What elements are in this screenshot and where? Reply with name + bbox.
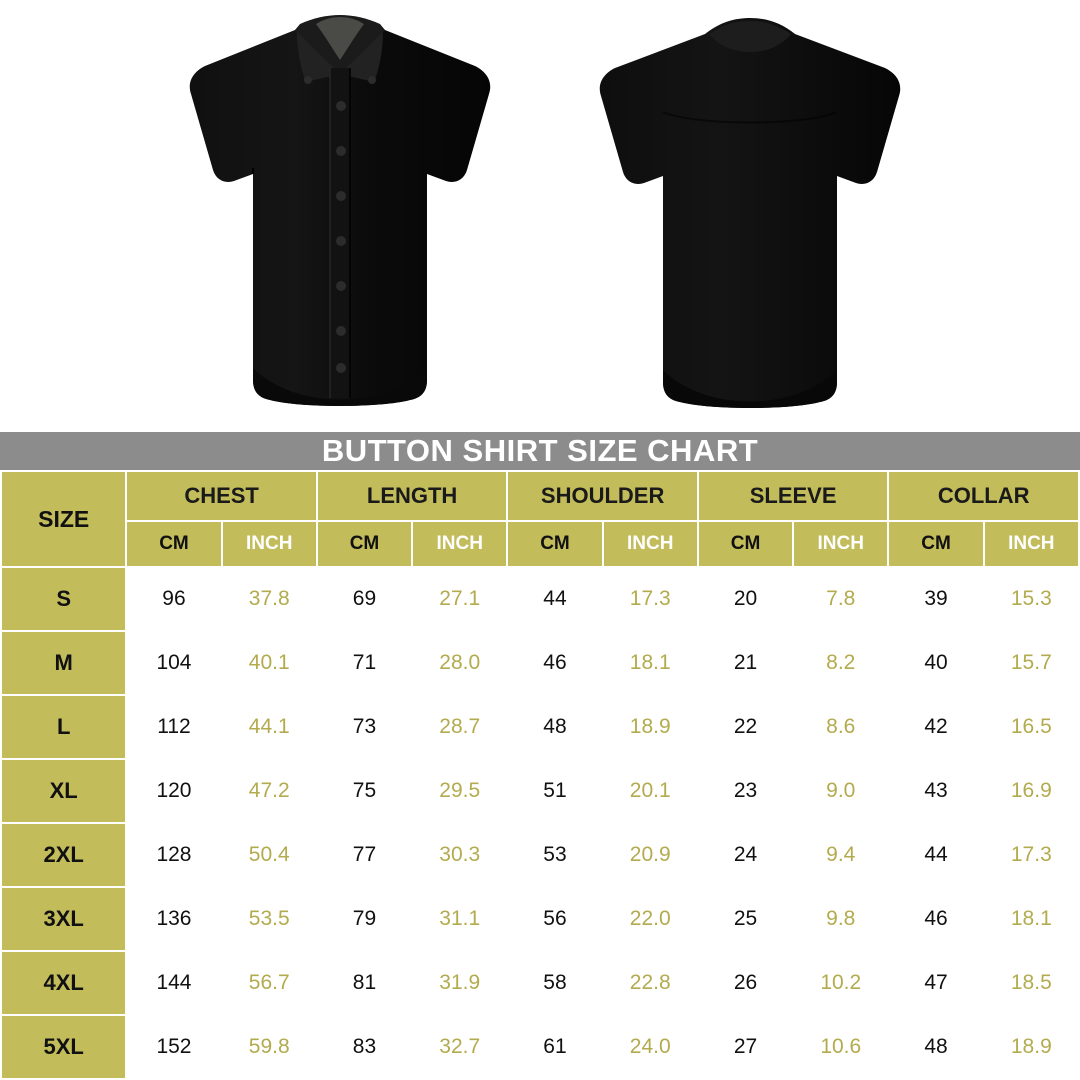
unit-shoulder-cm: CM [507, 521, 602, 567]
table-row [1, 695, 1079, 759]
row-size-label: L [1, 695, 126, 759]
cell-chest-cm: 112 [126, 695, 221, 759]
cell-shoulder-inch: 22.8 [603, 951, 698, 1015]
unit-sleeve-cm: CM [698, 521, 793, 567]
table-header-row-measurements [1, 471, 1079, 521]
unit-length-cm: CM [317, 521, 412, 567]
row-size-label: 5XL [1, 1015, 126, 1079]
header-chest: CHEST [126, 471, 317, 521]
cell-shoulder-cm: 48 [507, 695, 602, 759]
cell-collar-cm: 48 [888, 1015, 983, 1079]
cell-shoulder-inch: 20.9 [603, 823, 698, 887]
cell-sleeve-cm: 22 [698, 695, 793, 759]
unit-chest-cm: CM [126, 521, 221, 567]
cell-collar-inch: 16.5 [984, 695, 1079, 759]
cell-chest-cm: 136 [126, 887, 221, 951]
table-row [1, 823, 1079, 887]
cell-shoulder-cm: 61 [507, 1015, 602, 1079]
cell-shoulder-cm: 53 [507, 823, 602, 887]
cell-sleeve-cm: 25 [698, 887, 793, 951]
size-table-body [1, 567, 1079, 1079]
cell-shoulder-cm: 51 [507, 759, 602, 823]
row-size-label: 4XL [1, 951, 126, 1015]
cell-length-cm: 83 [317, 1015, 412, 1079]
table-row [1, 951, 1079, 1015]
cell-length-inch: 31.9 [412, 951, 507, 1015]
unit-collar-cm: CM [888, 521, 983, 567]
table-row [1, 567, 1079, 631]
cell-chest-cm: 128 [126, 823, 221, 887]
cell-chest-cm: 104 [126, 631, 221, 695]
cell-sleeve-inch: 10.6 [793, 1015, 888, 1079]
cell-collar-cm: 47 [888, 951, 983, 1015]
product-image-area [0, 0, 1080, 432]
cell-collar-cm: 39 [888, 567, 983, 631]
cell-shoulder-cm: 46 [507, 631, 602, 695]
cell-length-inch: 28.7 [412, 695, 507, 759]
cell-shoulder-cm: 58 [507, 951, 602, 1015]
cell-chest-inch: 47.2 [222, 759, 317, 823]
cell-shoulder-inch: 18.9 [603, 695, 698, 759]
chart-title-bar [0, 432, 1080, 470]
cell-sleeve-cm: 27 [698, 1015, 793, 1079]
cell-shoulder-inch: 20.1 [603, 759, 698, 823]
cell-chest-inch: 56.7 [222, 951, 317, 1015]
cell-sleeve-cm: 20 [698, 567, 793, 631]
cell-length-cm: 69 [317, 567, 412, 631]
size-chart-table [0, 470, 1080, 1080]
cell-length-inch: 29.5 [412, 759, 507, 823]
cell-chest-inch: 37.8 [222, 567, 317, 631]
table-row [1, 887, 1079, 951]
cell-length-cm: 71 [317, 631, 412, 695]
cell-shoulder-cm: 44 [507, 567, 602, 631]
cell-sleeve-cm: 23 [698, 759, 793, 823]
header-size: SIZE [1, 471, 126, 567]
table-row [1, 759, 1079, 823]
cell-sleeve-inch: 9.0 [793, 759, 888, 823]
cell-sleeve-inch: 9.8 [793, 887, 888, 951]
cell-shoulder-cm: 56 [507, 887, 602, 951]
cell-collar-cm: 42 [888, 695, 983, 759]
table-row [1, 1015, 1079, 1079]
cell-length-cm: 75 [317, 759, 412, 823]
table-header-row-units [1, 521, 1079, 567]
cell-sleeve-inch: 7.8 [793, 567, 888, 631]
header-shoulder: SHOULDER [507, 471, 698, 521]
cell-collar-inch: 18.1 [984, 887, 1079, 951]
cell-sleeve-cm: 26 [698, 951, 793, 1015]
cell-sleeve-inch: 8.6 [793, 695, 888, 759]
shirt-back-image [585, 8, 915, 428]
cell-sleeve-inch: 8.2 [793, 631, 888, 695]
cell-length-inch: 31.1 [412, 887, 507, 951]
cell-shoulder-inch: 18.1 [603, 631, 698, 695]
cell-chest-cm: 144 [126, 951, 221, 1015]
unit-shoulder-inch: INCH [603, 521, 698, 567]
table-row [1, 631, 1079, 695]
cell-chest-inch: 53.5 [222, 887, 317, 951]
cell-sleeve-inch: 9.4 [793, 823, 888, 887]
cell-chest-cm: 120 [126, 759, 221, 823]
cell-chest-cm: 96 [126, 567, 221, 631]
cell-length-cm: 79 [317, 887, 412, 951]
cell-shoulder-inch: 22.0 [603, 887, 698, 951]
cell-sleeve-inch: 10.2 [793, 951, 888, 1015]
cell-length-inch: 27.1 [412, 567, 507, 631]
cell-collar-inch: 17.3 [984, 823, 1079, 887]
cell-chest-inch: 44.1 [222, 695, 317, 759]
cell-collar-inch: 15.7 [984, 631, 1079, 695]
cell-length-inch: 28.0 [412, 631, 507, 695]
cell-chest-inch: 59.8 [222, 1015, 317, 1079]
size-table-area [0, 470, 1080, 1080]
cell-length-cm: 81 [317, 951, 412, 1015]
cell-collar-cm: 40 [888, 631, 983, 695]
cell-length-inch: 32.7 [412, 1015, 507, 1079]
row-size-label: 2XL [1, 823, 126, 887]
cell-collar-inch: 18.9 [984, 1015, 1079, 1079]
shirt-button [336, 101, 346, 111]
unit-chest-inch: INCH [222, 521, 317, 567]
cell-length-cm: 77 [317, 823, 412, 887]
header-collar: COLLAR [888, 471, 1079, 521]
header-sleeve: SLEEVE [698, 471, 889, 521]
cell-collar-inch: 18.5 [984, 951, 1079, 1015]
cell-collar-inch: 16.9 [984, 759, 1079, 823]
cell-collar-inch: 15.3 [984, 567, 1079, 631]
row-size-label: M [1, 631, 126, 695]
cell-length-cm: 73 [317, 695, 412, 759]
header-length: LENGTH [317, 471, 508, 521]
shirt-images [0, 0, 1080, 432]
cell-shoulder-inch: 24.0 [603, 1015, 698, 1079]
cell-sleeve-cm: 21 [698, 631, 793, 695]
unit-collar-inch: INCH [984, 521, 1079, 567]
unit-sleeve-inch: INCH [793, 521, 888, 567]
cell-chest-cm: 152 [126, 1015, 221, 1079]
cell-chest-inch: 50.4 [222, 823, 317, 887]
cell-shoulder-inch: 17.3 [603, 567, 698, 631]
row-size-label: XL [1, 759, 126, 823]
cell-collar-cm: 46 [888, 887, 983, 951]
unit-length-inch: INCH [412, 521, 507, 567]
page-title: BUTTON SHIRT SIZE CHART [321, 433, 759, 468]
cell-collar-cm: 44 [888, 823, 983, 887]
cell-collar-cm: 43 [888, 759, 983, 823]
row-size-label: 3XL [1, 887, 126, 951]
cell-sleeve-cm: 24 [698, 823, 793, 887]
row-size-label: S [1, 567, 126, 631]
cell-chest-inch: 40.1 [222, 631, 317, 695]
shirt-front-image [175, 8, 505, 428]
cell-length-inch: 30.3 [412, 823, 507, 887]
